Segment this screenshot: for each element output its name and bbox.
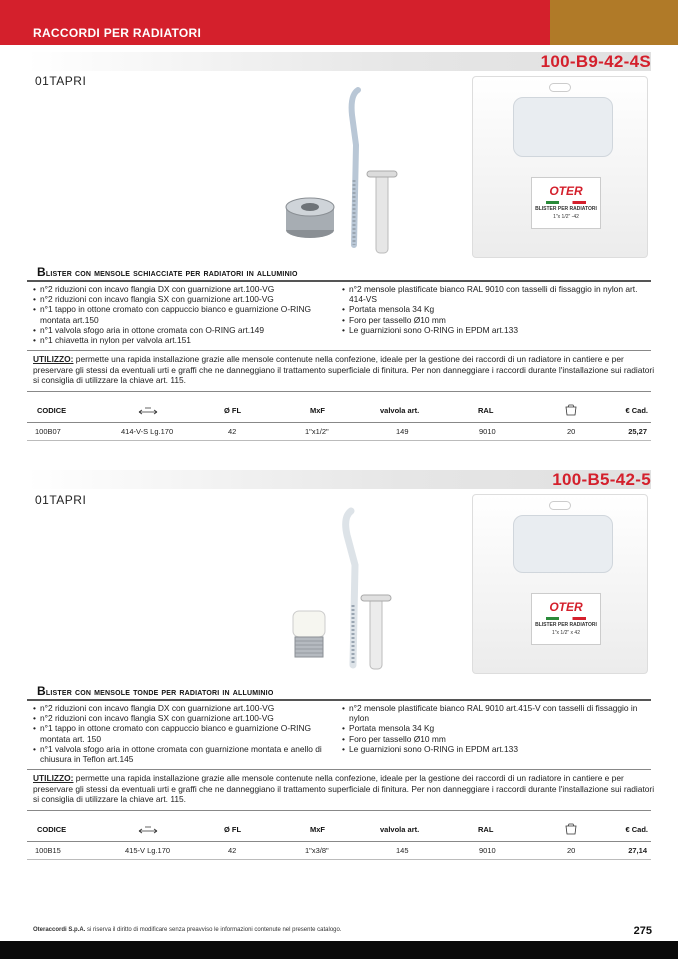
usage-paragraph <box>33 354 655 386</box>
cell-fl: 42 <box>228 846 237 855</box>
usage-text: permette una rapida installazione grazie alle mensole contenute nella confezione, ideale per la gestione dei raccordi di un radiatore in cantiere e per preservare gli stessi da eventuali urti e graffi che ne danneggiano il trattamento superficiale di finitura. Per non danneggiare i raccordi durante l'installazione sui radiatori si consiglia di utilizzare la chiave art. 115. <box>33 773 655 805</box>
brand-name: 01TAPRI <box>35 493 87 507</box>
bullet-list-left <box>33 284 333 345</box>
blister-package <box>472 76 648 258</box>
reducer-hole <box>301 203 319 211</box>
bracket-length-icon <box>137 406 159 416</box>
col-fl: Ø FL <box>224 825 242 834</box>
usage-bottom-rule <box>27 391 651 392</box>
col-valvola: valvola art. <box>380 825 420 834</box>
bracket-length-icon <box>137 825 159 835</box>
heading-rule <box>27 280 651 282</box>
col-price: € Cad. <box>625 406 648 415</box>
footer-text: si riserva il diritto di modificare senza preavviso le informazioni contenute nel presente catalogo. <box>87 927 342 933</box>
table-header-rule <box>27 422 651 423</box>
cell-mxf: 1"x3/8" <box>305 846 329 855</box>
cell-codice: 100B15 <box>35 846 61 855</box>
package-label <box>531 593 601 645</box>
package-qty-icon <box>563 404 579 417</box>
wall-plug-head <box>367 171 397 177</box>
cell-valvola: 149 <box>396 427 409 436</box>
list-item: • Foro per tassello Ø10 mm <box>342 315 647 325</box>
col-mxf: MxF <box>310 825 325 834</box>
cell-mxf: 1"x1/2" <box>305 427 329 436</box>
wall-plug <box>370 597 382 669</box>
cell-ral: 9010 <box>479 846 496 855</box>
table-row <box>27 846 651 858</box>
table-header-rule <box>27 841 651 842</box>
product-code: 100-B5-42-5 <box>552 470 651 489</box>
cell-bracket: 415-V Lg.170 <box>125 846 171 855</box>
col-mxf: MxF <box>310 406 325 415</box>
list-item: • Foro per tassello Ø10 mm <box>342 734 647 744</box>
product-drawing <box>280 85 410 255</box>
list-item: • n°1 tappo in ottone cromato con cappuccio bianco e guarnizione O-RING montata art. 150 <box>33 723 333 743</box>
list-item: • n°1 valvola sfogo aria in ottone cromata con guarnizione montata e anello di chiusura in Teflon art.145 <box>33 744 333 764</box>
list-item: • Portata mensola 34 Kg <box>342 304 647 314</box>
col-codice: CODICE <box>37 825 67 834</box>
product-drawing <box>285 505 415 675</box>
list-item: • n°2 riduzioni con incavo flangia SX con guarnizione art.100-VG <box>33 294 333 304</box>
usage-rule <box>27 769 651 770</box>
brand-name: 01TAPRI <box>35 74 87 88</box>
list-item: • n°2 riduzioni con incavo flangia DX con guarnizione art.100-VG <box>33 284 333 294</box>
package-flag <box>546 201 586 204</box>
heading-rule <box>27 699 651 701</box>
package-qty-icon <box>563 823 579 836</box>
list-item: • Le guarnizioni sono O-RING in EPDM art.133 <box>342 325 647 335</box>
wall-plug-head <box>361 595 391 601</box>
package-logo: OTER <box>549 600 583 614</box>
table-header <box>27 402 651 422</box>
usage-label: UTILIZZO: <box>33 354 74 364</box>
footer-bar <box>0 941 678 959</box>
wall-plug <box>376 173 388 253</box>
package-subtitle: BLISTER PER RADIATORI <box>535 206 597 212</box>
section-title: RACCORDI PER RADIATORI <box>33 26 202 40</box>
cell-codice: 100B07 <box>35 427 61 436</box>
package-flag <box>546 617 586 620</box>
cell-qty: 20 <box>567 427 576 436</box>
cell-fl: 42 <box>228 427 237 436</box>
cell-price: 25,27 <box>628 427 647 436</box>
blister-package <box>472 494 648 674</box>
list-item: • Le guarnizioni sono O-RING in EPDM art.133 <box>342 744 647 754</box>
col-price: € Cad. <box>625 825 648 834</box>
package-logo: OTER <box>549 184 583 198</box>
bullet-list-left <box>33 703 333 764</box>
list-item: • n°1 chiavetta in nylon per valvola art.151 <box>33 335 333 345</box>
col-codice: CODICE <box>37 406 67 415</box>
col-ral: RAL <box>478 825 494 834</box>
product-heading: Blister con mensole schiacciate per radiatori in alluminio <box>37 265 298 279</box>
col-fl: Ø FL <box>224 406 242 415</box>
blister-bubble <box>513 97 613 157</box>
cell-valvola: 145 <box>396 846 409 855</box>
cell-qty: 20 <box>567 846 576 855</box>
bullet-list-right <box>342 703 647 754</box>
list-item: • n°1 tappo in ottone cromato con cappuccio bianco e guarnizione O-RING montata art.150 <box>33 304 333 324</box>
cell-bracket: 414-V-S Lg.170 <box>121 427 174 436</box>
cell-ral: 9010 <box>479 427 496 436</box>
footer-disclaimer <box>33 927 342 933</box>
usage-paragraph <box>33 773 655 805</box>
bullet-list-right <box>342 284 647 335</box>
header-gold-band <box>550 0 678 45</box>
blister-bubble <box>513 515 613 573</box>
col-valvola: valvola art. <box>380 406 420 415</box>
package-subtitle: BLISTER PER RADIATORI <box>535 622 597 628</box>
list-item: • n°1 valvola sfogo aria in ottone cromata con O-RING art.149 <box>33 325 333 335</box>
table-row <box>27 427 651 439</box>
list-item: • n°2 mensole plastificate bianco RAL 9010 art.415-V con tasselli di fissaggio in nylon <box>342 703 647 723</box>
cell-price: 27,14 <box>628 846 647 855</box>
header-bar <box>0 0 678 45</box>
list-item: • Portata mensola 34 Kg <box>342 723 647 733</box>
list-item: • n°2 mensole plastificate bianco RAL 9010 con tasselli di fissaggio in nylon art. 414-VS <box>342 284 647 304</box>
table-bottom-rule <box>27 859 651 860</box>
hang-hole <box>549 501 571 510</box>
usage-bottom-rule <box>27 810 651 811</box>
hang-hole <box>549 83 571 92</box>
white-cap <box>293 611 325 637</box>
cap-thread <box>295 637 323 657</box>
product-heading: Blister con mensole tonde per radiatori in alluminio <box>37 684 274 698</box>
footer-company: Oteraccordi S.p.A. <box>33 927 86 933</box>
usage-text: permette una rapida installazione grazie alle mensole contenute nella confezione, ideale per la gestione dei raccordi di un radiatore in cantiere e per preservare gli stessi da eventuali urti e graffi che ne danneggiano il trattamento superficiale di finitura. Per non danneggiare i raccordi durante l'installazione sui radiatori si consiglia di utilizzare la chiave art. 115. <box>33 354 655 386</box>
product-code: 100-B9-42-4S <box>540 52 651 71</box>
table-header <box>27 821 651 841</box>
usage-rule <box>27 350 651 351</box>
list-item: • n°2 riduzioni con incavo flangia SX con guarnizione art.100-VG <box>33 713 333 723</box>
list-item: • n°2 riduzioni con incavo flangia DX con guarnizione art.100-VG <box>33 703 333 713</box>
usage-label: UTILIZZO: <box>33 773 74 783</box>
package-size: 1"x 1/2" -42 <box>553 214 579 220</box>
col-ral: RAL <box>478 406 494 415</box>
package-size: 1"x 1/2" x 42 <box>551 630 580 636</box>
package-label <box>531 177 601 229</box>
page-number: 275 <box>633 925 652 937</box>
table-bottom-rule <box>27 440 651 441</box>
